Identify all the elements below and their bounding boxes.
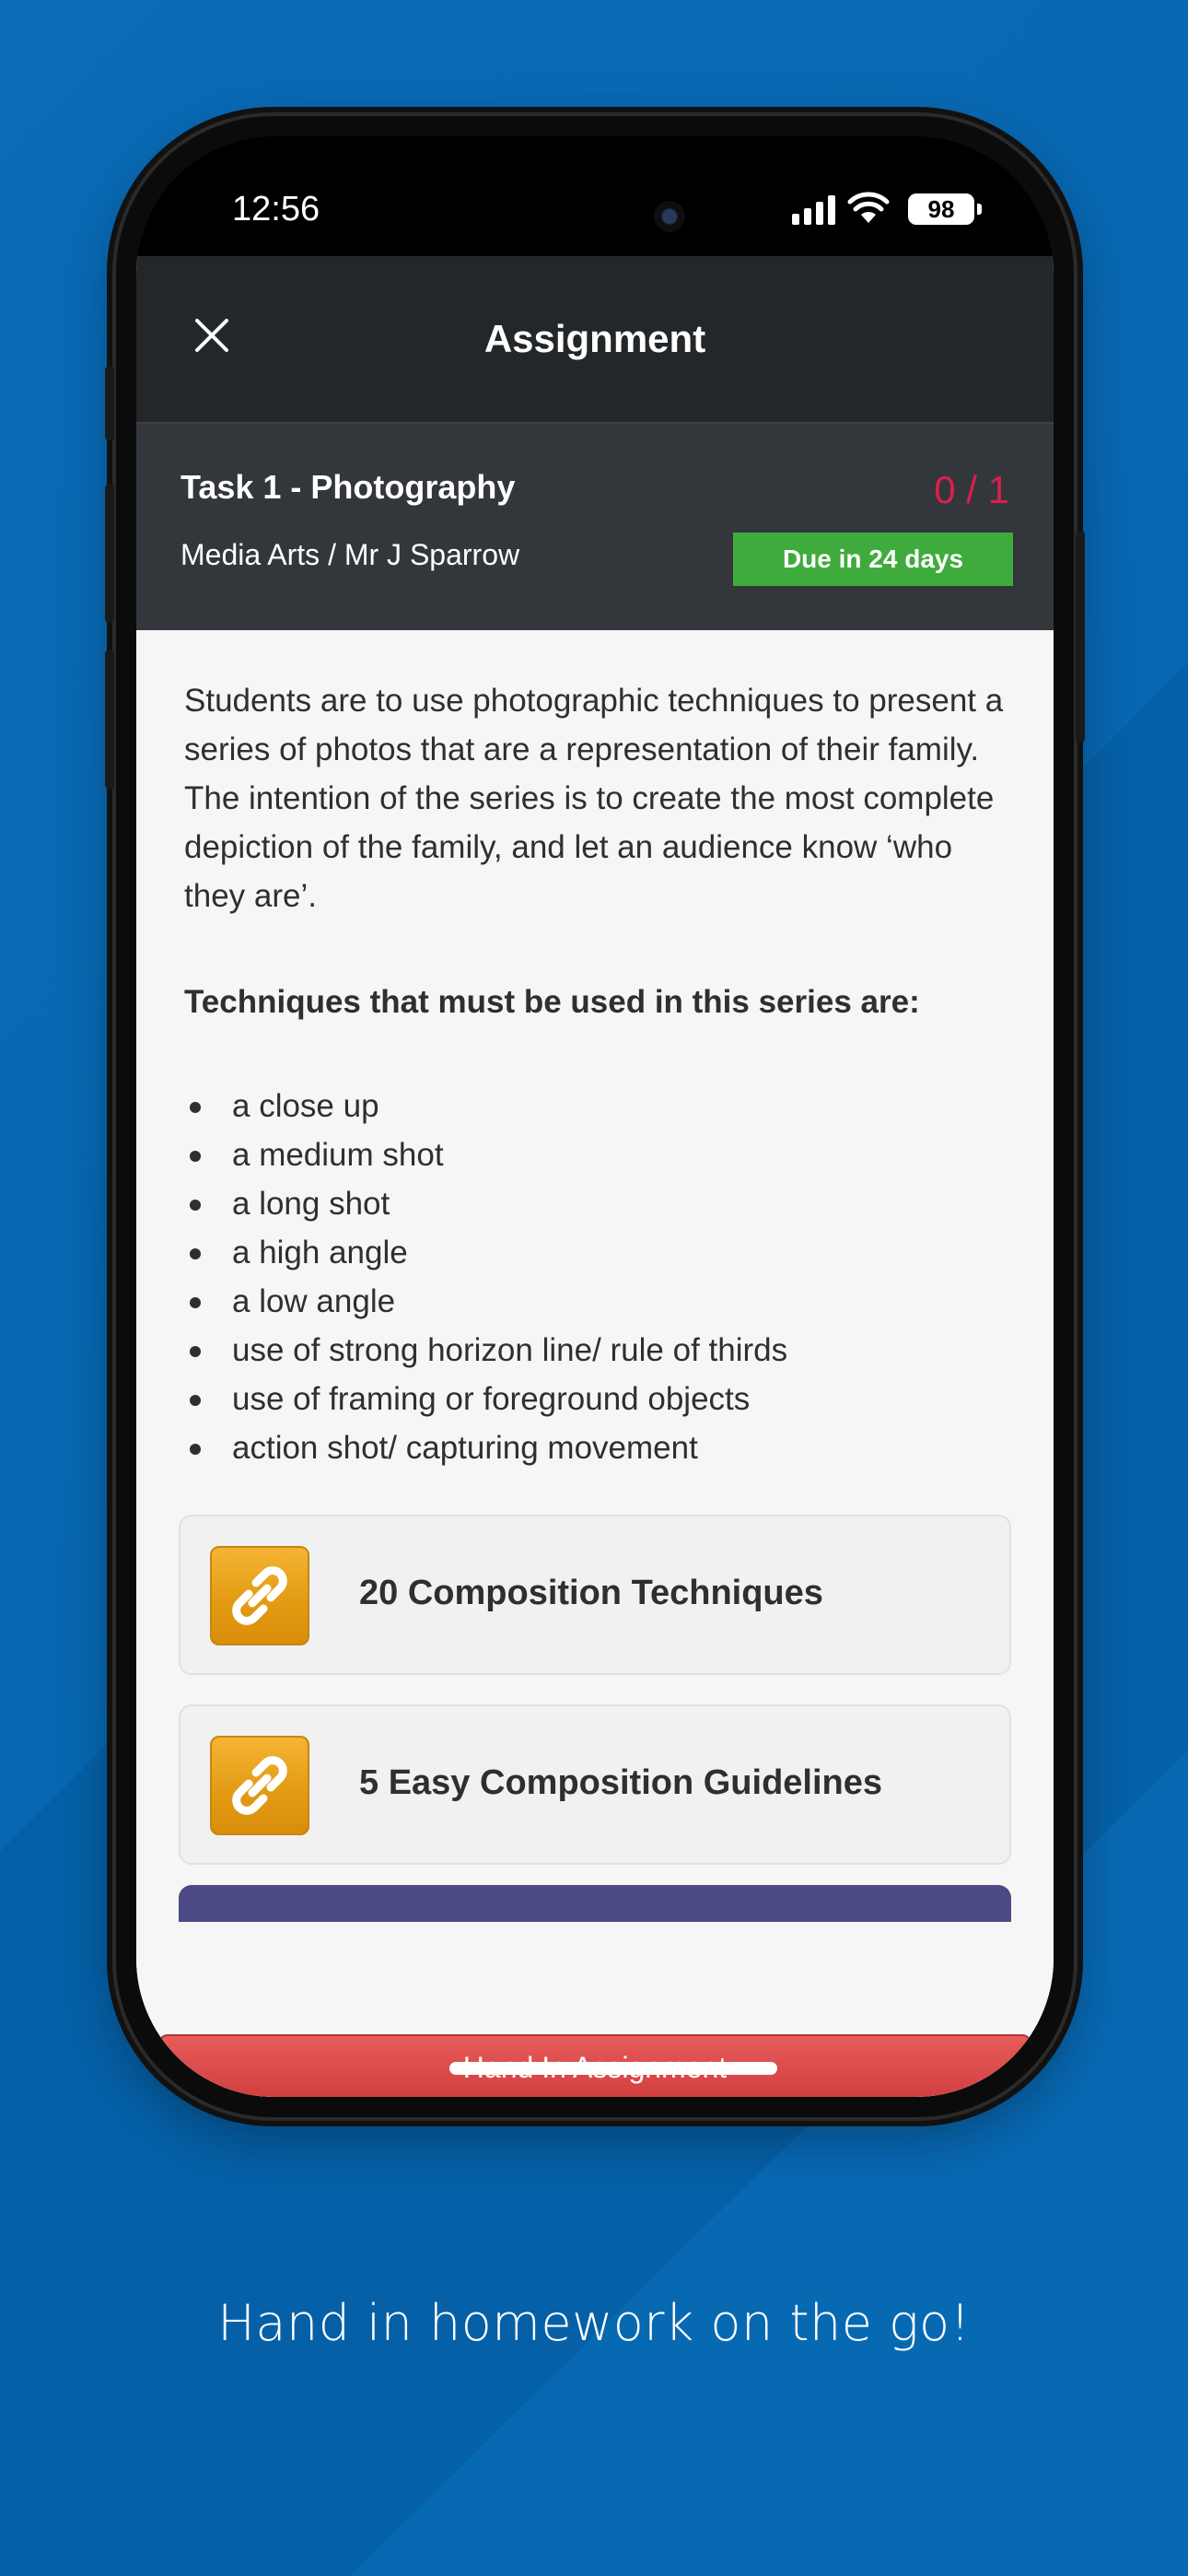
list-item: a low angle [184, 1277, 787, 1326]
top-bar [136, 256, 1054, 422]
resource-link-composition-guidelines[interactable] [179, 1704, 1011, 1865]
assignment-content[interactable] [136, 628, 1054, 1937]
cellular-signal-icon [792, 195, 835, 225]
action-button [105, 367, 114, 440]
list-item: a medium shot [184, 1130, 787, 1179]
list-item: action shot/ capturing movement [184, 1423, 787, 1472]
link-label: 5 Easy Composition Guidelines [359, 1763, 883, 1802]
resource-link-composition-techniques[interactable] [179, 1515, 1011, 1675]
techniques-heading: Techniques that must be used in this series are: [184, 984, 920, 1020]
phone-frame [116, 116, 1074, 2117]
battery-icon [908, 193, 974, 225]
list-item: a high angle [184, 1228, 787, 1277]
volume-down-button [105, 650, 114, 789]
techniques-list [184, 1082, 787, 1472]
front-camera [654, 201, 685, 232]
list-item: use of strong horizon line/ rule of thirds [184, 1326, 787, 1375]
battery-level: 98 [927, 194, 955, 223]
page-title: Assignment [483, 317, 706, 360]
list-item: a close up [184, 1082, 787, 1130]
task-title: Task 1 - Photography [181, 468, 516, 506]
volume-up-button [105, 485, 114, 623]
assignment-screen [136, 256, 1054, 2097]
status-time: 12:56 [232, 190, 320, 228]
link-icon [210, 1736, 309, 1835]
power-button [1076, 531, 1085, 743]
task-subject-teacher: Media Arts / Mr J Sparrow [181, 538, 520, 571]
wifi-icon [847, 192, 890, 225]
assignment-description: Students are to use photographic techniques to present a series of photos that are a representation of their family. The intention of the series is to create the most complete depiction of the family, and let an audience know ‘who they are’. [184, 683, 1004, 914]
tagline: Hand in homework on the go! [217, 2294, 971, 2352]
task-progress: 0 / 1 [934, 468, 1009, 511]
link-icon [210, 1546, 309, 1645]
list-item: a long shot [184, 1179, 787, 1228]
next-resource-card[interactable] [179, 1885, 1011, 1922]
task-header [136, 422, 1054, 630]
link-label: 20 Composition Techniques [359, 1574, 823, 1612]
status-bar [136, 136, 1054, 256]
list-item: use of framing or foreground objects [184, 1375, 787, 1423]
phone-screen [136, 136, 1054, 2097]
due-badge: Due in 24 days [733, 533, 1013, 586]
home-indicator[interactable] [449, 2062, 777, 2075]
